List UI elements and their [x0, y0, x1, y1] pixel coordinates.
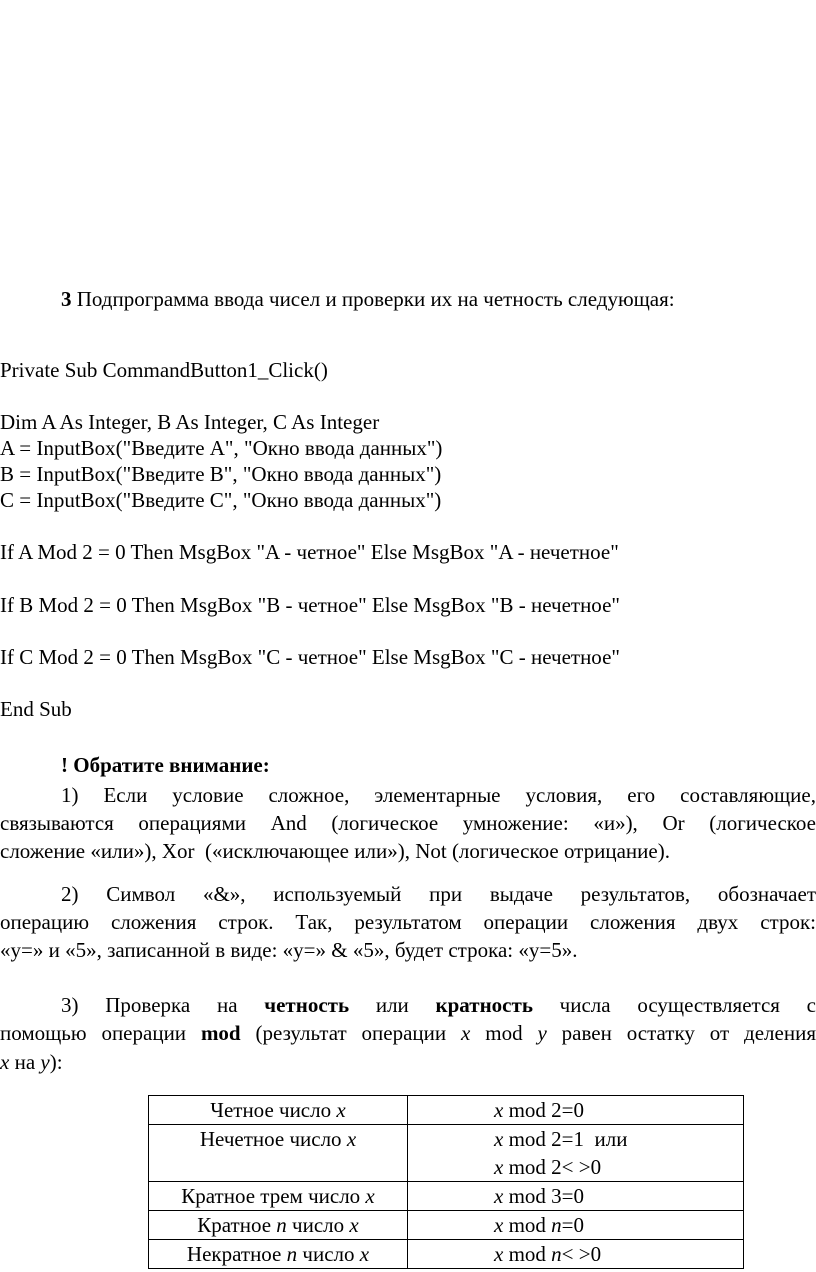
p3-parity-term: четность: [264, 993, 350, 1017]
table-row: [149, 1182, 744, 1211]
p3-text: или: [349, 993, 436, 1017]
section-number: 3: [61, 287, 72, 311]
code-input-b: B = InputBox("Введите B", "Окно ввода данных"): [0, 462, 442, 486]
table-cell-condition: Нечетное число x: [149, 1125, 408, 1182]
p3-multiplicity-term: кратность: [435, 993, 533, 1017]
table-cell-condition: Некратное n число x: [149, 1240, 408, 1269]
note-p3-line-3: [0, 1049, 63, 1075]
parity-table: [148, 1095, 744, 1269]
p3-text: на: [9, 1050, 41, 1074]
table-cell-expression: x mod n< >0: [408, 1240, 744, 1269]
code-if-c: If C Mod 2 = 0 Then MsgBox "C - четное" Else MsgBox "C - нечетное": [0, 645, 620, 669]
table-cell-condition: Кратное n число x: [149, 1211, 408, 1240]
p3-var-y: y: [537, 1021, 547, 1045]
code-if-b: If B Mod 2 = 0 Then MsgBox "B - четное" Else MsgBox "B - нечетное": [0, 593, 620, 617]
note-p2-line-3: «y=» и «5», записанной в виде: «y=» & «5», будет строка: «y=5».: [0, 938, 578, 962]
table-row: [149, 1125, 744, 1182]
note-p2-line-1: 2) Символ «&», используемый при выдаче результатов, обозначает: [61, 882, 816, 906]
note-p1-line-2: связываются операциями And (логическое умножение: «и»), Or (логическое: [0, 811, 816, 835]
section-heading-text: Подпрограмма ввода чисел и проверки их на четность следующая:: [71, 287, 675, 311]
p3-text: числа осуществляется с: [532, 993, 816, 1017]
note-p1-line-3: сложение «или»), Xor («исключающее или»), Not (логическое отрицание).: [0, 839, 670, 863]
table-cell-expression: x mod 3=0: [408, 1182, 744, 1211]
note-title: ! Обратите внимание:: [61, 753, 270, 777]
code-dim-line: Dim A As Integer, B As Integer, C As Integer: [0, 410, 380, 434]
table-cell-condition: Четное число x: [149, 1096, 408, 1125]
table-cell-expression: x mod 2=0: [408, 1096, 744, 1125]
section-heading: [61, 286, 675, 312]
note-p3-line-2: [0, 1019, 816, 1047]
p3-var-x: x: [461, 1021, 471, 1045]
p3-text: (результат операции: [240, 1021, 462, 1045]
table-row: [149, 1240, 744, 1269]
p3-var-y: y: [40, 1050, 50, 1074]
p3-var-x: x: [0, 1050, 10, 1074]
table-row: [149, 1096, 744, 1125]
code-sub-header: Private Sub CommandButton1_Click(): [0, 358, 328, 382]
code-end-sub: End Sub: [0, 697, 72, 721]
table-cell-condition: Кратное трем число x: [149, 1182, 408, 1211]
p3-text: ):: [49, 1050, 63, 1074]
table-row: [149, 1211, 744, 1240]
note-p1-line-1: 1) Если условие сложное, элементарные условия, его составляющие,: [61, 783, 816, 807]
table-cell-expression: x mod n=0: [408, 1211, 744, 1240]
p3-mod-term: mod: [200, 1021, 241, 1045]
table-cell-expression: x mod 2=1 или x mod 2< >0: [408, 1125, 744, 1182]
code-input-c: C = InputBox("Введите C", "Окно ввода данных"): [0, 488, 442, 512]
note-p3-line-1: [0, 991, 816, 1019]
code-if-a: If A Mod 2 = 0 Then MsgBox "A - четное" Else MsgBox "A - нечетное": [0, 540, 619, 564]
p3-text: помощью операции: [0, 1021, 201, 1045]
code-input-a: A = InputBox("Введите A", "Окно ввода данных"): [0, 436, 443, 460]
p3-text: mod: [470, 1021, 538, 1045]
p3-text: равен остатку от деления: [546, 1021, 816, 1045]
p3-text: 3) Проверка на: [61, 993, 265, 1017]
note-p2-line-2: операцию сложения строк. Так, результатом операции сложения двух строк:: [0, 910, 816, 934]
